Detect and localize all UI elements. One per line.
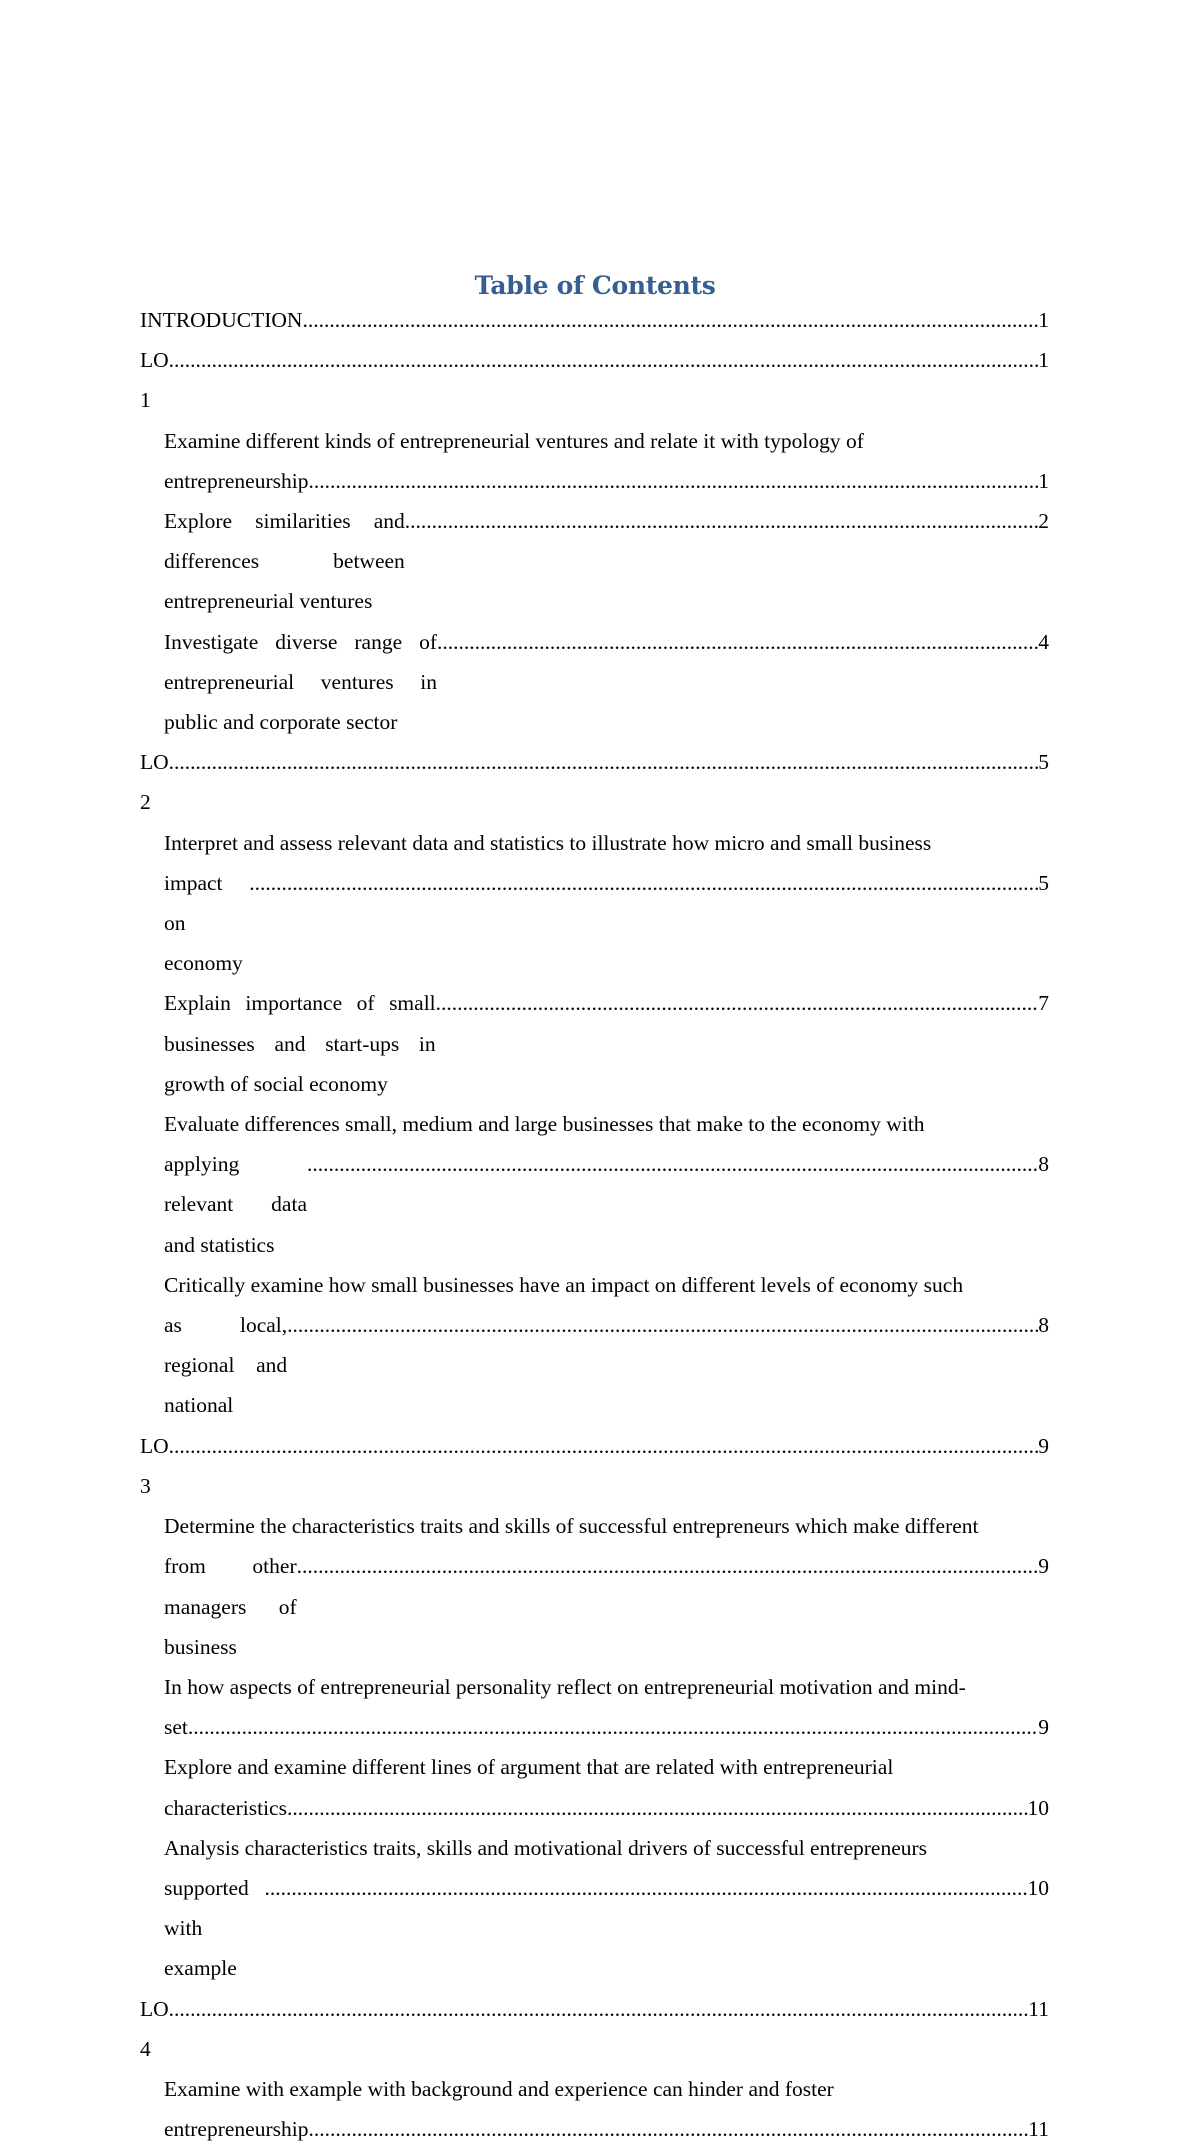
toc-entry-text: Explore similarities and differences between entrepreneurial ventures	[164, 509, 405, 614]
toc-entry-text: Explain importance of small businesses and start-ups in growth of social economy	[164, 991, 436, 1096]
toc-page-number: 2	[1038, 509, 1049, 534]
toc-entry-text-line: Interpret and assess relevant data and statistics to illustrate how micro and small business	[164, 830, 932, 855]
toc-entry-text: supported with example	[164, 1875, 249, 1981]
toc-page-number: 1	[1038, 308, 1049, 332]
toc-page-number: 8	[1038, 1152, 1049, 1177]
dot-leader	[308, 2109, 1028, 2149]
dot-leader	[188, 1707, 1038, 1747]
dot-leader	[264, 1868, 1027, 1908]
toc-entry-text: Investigate diverse range of entrepreneurial ventures in public and corporate sector	[164, 629, 438, 735]
toc-subheading-link[interactable]	[140, 1828, 1049, 1989]
toc-entry-text-line: In how aspects of entrepreneurial personality reflect on entrepreneurial motivation and mind-	[164, 1674, 966, 1699]
dot-leader	[169, 340, 1039, 380]
toc-page-number: 5	[1038, 870, 1049, 895]
toc-entry-last-line	[164, 983, 1049, 1104]
toc-page-number: 10	[1027, 1875, 1049, 1900]
toc-entry-last-line	[140, 300, 1049, 340]
toc-page-number: 11	[1028, 1996, 1049, 2021]
toc-entry-text: LO 3	[140, 1433, 169, 1498]
toc-subheading-link[interactable]	[140, 983, 1049, 1104]
dot-leader	[436, 983, 1039, 1023]
toc-entry-text: LO 4	[140, 1996, 169, 2061]
toc-page-number: 1	[1038, 348, 1049, 373]
toc-entry-text: as local, regional and national	[164, 1313, 288, 1418]
toc-page-number: 7	[1038, 991, 1049, 1016]
dot-leader	[287, 1305, 1038, 1345]
toc-entry-text: LO 2	[140, 750, 169, 815]
toc-subheading-link[interactable]	[140, 1747, 1049, 1827]
toc-subheading-link[interactable]	[140, 501, 1049, 622]
toc-entry-last-line	[140, 742, 1049, 822]
toc-page-number: 9	[1038, 1554, 1049, 1579]
toc-entry-last-line	[140, 1426, 1049, 1506]
dot-leader	[302, 300, 1038, 340]
toc-entry-text: entrepreneurship	[164, 2117, 309, 2142]
toc-list	[140, 300, 1049, 2149]
toc-entry-text: from other managers of business	[164, 1554, 297, 1659]
dot-leader	[297, 1546, 1039, 1586]
toc-entry-text-line: Analysis characteristics traits, skills and motivational drivers of successful entrepreneurs	[164, 1835, 928, 1860]
toc-entry-text: set	[164, 1715, 188, 1740]
toc-entry-last-line	[164, 622, 1049, 743]
toc-entry-text: applying relevant data and statistics	[164, 1152, 307, 1257]
toc-entry-last-line	[164, 1788, 1049, 1828]
toc-subheading-link[interactable]	[140, 622, 1049, 743]
toc-page-number: 9	[1038, 1715, 1049, 1740]
toc-heading-link[interactable]	[140, 742, 1049, 822]
toc-entry-last-line	[164, 1707, 1049, 1747]
toc-entry-last-line	[164, 1868, 1049, 1989]
toc-heading-link[interactable]	[140, 1426, 1049, 1506]
toc-subheading-link[interactable]	[140, 823, 1049, 984]
dot-leader	[405, 501, 1038, 541]
dot-leader	[308, 461, 1038, 501]
toc-entry-text: INTRODUCTION	[140, 308, 303, 332]
toc-page-number: 11	[1028, 2117, 1049, 2142]
toc-subheading-link[interactable]	[140, 421, 1049, 501]
toc-page-number: 10	[1027, 1795, 1049, 1820]
toc-subheading-link[interactable]	[140, 1265, 1049, 1426]
toc-entry-last-line	[164, 2109, 1049, 2149]
toc-entry-text-line: Examine different kinds of entrepreneurial ventures and relate it with typology of	[164, 428, 864, 453]
dot-leader	[169, 742, 1039, 782]
toc-subheading-link[interactable]	[140, 1506, 1049, 1667]
toc-title: Table of Contents	[474, 271, 716, 300]
toc-entry-last-line	[164, 1144, 1049, 1265]
toc-page-number: 5	[1038, 750, 1049, 775]
toc-entry-text-line: Examine with example with background and experience can hinder and foster	[164, 2076, 834, 2101]
toc-subheading-link[interactable]	[140, 2069, 1049, 2149]
toc-entry-last-line	[140, 340, 1049, 420]
toc-page-number: 9	[1038, 1433, 1049, 1458]
dot-leader	[169, 1426, 1039, 1466]
toc-entry-text: impact on economy	[164, 870, 243, 976]
dot-leader	[437, 622, 1038, 662]
toc-entry-last-line	[164, 461, 1049, 501]
toc-entry-text-line: Determine the characteristics traits and skills of successful entrepreneurs which make different	[164, 1514, 979, 1539]
toc-subheading-link[interactable]	[140, 1667, 1049, 1747]
toc-entry-text: entrepreneurship	[164, 468, 309, 493]
toc-page-number: 1	[1038, 468, 1049, 493]
toc-heading-link[interactable]	[140, 300, 1049, 340]
toc-page-number: 4	[1038, 629, 1049, 654]
toc-entry-last-line	[164, 501, 1049, 622]
toc-entry-text-line: Explore and examine different lines of argument that are related with entrepreneurial	[164, 1755, 894, 1780]
toc-page-number: 8	[1038, 1313, 1049, 1338]
toc-entry-last-line	[140, 1989, 1049, 2069]
dot-leader	[249, 863, 1038, 903]
toc-entry-text-line: Evaluate differences small, medium and large businesses that make to the economy with	[164, 1112, 925, 1137]
toc-heading-link[interactable]	[140, 340, 1049, 420]
toc-entry-last-line	[164, 1546, 1049, 1667]
toc-entry-text-line: Critically examine how small businesses have an impact on different levels of economy such	[164, 1272, 964, 1297]
toc-heading-link[interactable]	[140, 1989, 1049, 2069]
toc-entry-last-line	[164, 863, 1049, 984]
toc-entry-text: LO 1	[140, 348, 169, 413]
toc-subheading-link[interactable]	[140, 1104, 1049, 1265]
dot-leader	[169, 1989, 1029, 2029]
toc-entry-text: characteristics	[164, 1795, 287, 1820]
toc-entry-last-line	[164, 1305, 1049, 1426]
dot-leader	[307, 1144, 1038, 1184]
dot-leader	[287, 1788, 1028, 1828]
